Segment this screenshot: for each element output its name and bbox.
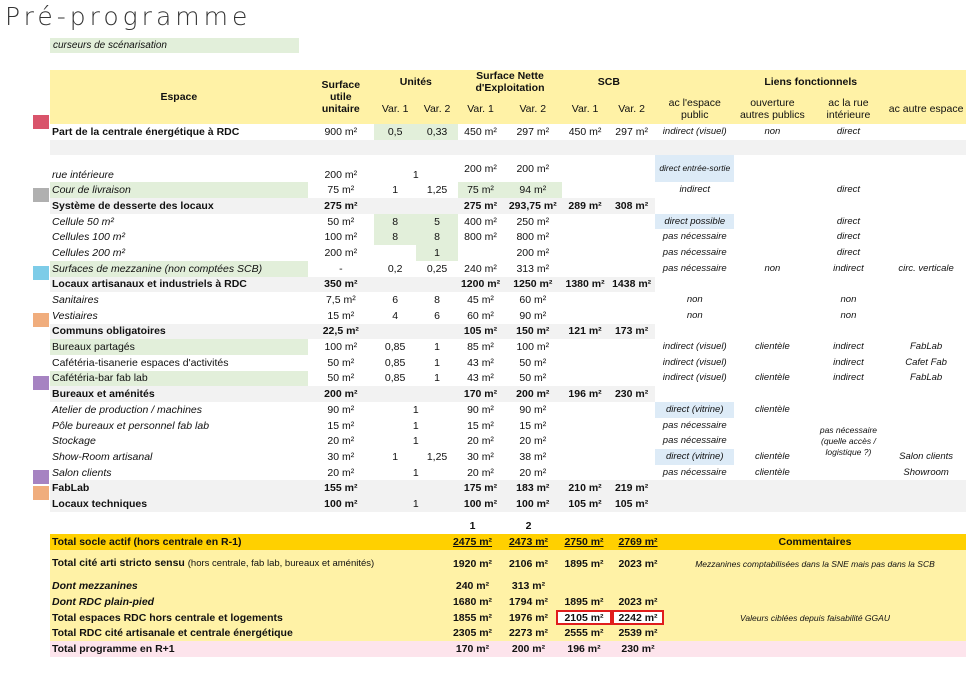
table-row [50, 402, 966, 418]
row-espace: Salon clients [52, 466, 112, 479]
totals-col-1: 1 [469, 519, 476, 532]
row-surface: 900 m² [324, 125, 358, 138]
row-sne-var1: 45 m² [467, 294, 494, 307]
row-surface: 100 m² [324, 341, 358, 354]
swatch-centrale [33, 115, 49, 129]
total-comment: Valeurs ciblées depuis faisabilité GGAU [740, 612, 890, 623]
table-row [50, 214, 966, 230]
row-sne-var1: 400 m² [464, 215, 497, 228]
row-surface: 155 m² [308, 480, 374, 496]
row-espace: Vestiaires [52, 309, 98, 322]
row-lien-ouverture: non [764, 125, 781, 137]
row-unites: 1 [412, 169, 419, 182]
row-scb-var2: 230 m² [608, 386, 656, 402]
row-lien-public: non [686, 294, 703, 306]
total-v2: 2273 m² [508, 627, 549, 640]
total-label: Total socle actif (hors centrale en R-1) [52, 535, 242, 548]
row-lien-ouverture: clientèle [754, 403, 790, 415]
total-v4: 2023 m² [618, 595, 658, 608]
row-unites-var2: 1 [416, 245, 457, 261]
table-row [50, 355, 966, 371]
row-espace: Locaux techniques [50, 496, 308, 512]
row-surface: 200 m² [324, 246, 358, 259]
row-surface: 30 m² [327, 450, 355, 463]
table-row [50, 465, 966, 481]
row-espace: Bureaux partagés [50, 339, 308, 355]
row-sne-var2: 200 m² [503, 386, 562, 402]
row-sne-var2: 1250 m² [503, 277, 562, 293]
row-lien-ouverture: clientèle [754, 450, 790, 462]
row-unites-var2: 6 [434, 309, 440, 322]
row-lien-rue: non [840, 309, 857, 321]
total-v1: 2305 m² [452, 627, 493, 640]
total-comment: Mezzanines comptabilisées dans la SNE mais pas dans la SCB [695, 558, 935, 569]
total-v3: 2555 m² [564, 627, 604, 640]
row-surface: 50 m² [327, 215, 355, 228]
header-espace: Espace [50, 70, 308, 124]
row-sne-var1: 90 m² [467, 403, 494, 416]
total-v4: 2242 m² [612, 610, 664, 626]
row-sne-var1: 75 m² [458, 182, 504, 198]
row-espace: Surfaces de mezzanine (non comptées SCB) [50, 261, 308, 277]
header-scb-var1: Var. 1 [562, 94, 608, 124]
row-sne-var1: 1200 m² [458, 277, 504, 293]
page-title: Pré-programme [5, 2, 252, 31]
total-label: Total programme en R+1 [52, 643, 175, 656]
program-table [50, 70, 966, 512]
totals-row [50, 641, 966, 657]
row-surface: 15 m² [327, 419, 355, 432]
section-row [50, 480, 966, 496]
total-v3: 196 m² [567, 643, 601, 656]
header-lien-rue: ac la rue intérieure [811, 94, 887, 124]
row-surface: 50 m² [327, 356, 355, 369]
row-unites-var2: 8 [434, 294, 440, 307]
row-lien-autre: FabLab [909, 372, 943, 384]
row-sne-var1: 43 m² [467, 372, 494, 385]
total-v4: 230 m² [621, 643, 655, 656]
total-v2: 200 m² [511, 643, 546, 656]
totals-row [50, 594, 966, 610]
row-sne-var2: 297 m² [516, 125, 550, 138]
row-surface: 20 m² [327, 466, 355, 479]
row-surface: 50 m² [327, 372, 355, 385]
table-row [50, 229, 966, 245]
table-row [50, 261, 966, 277]
row-lien-public: pas nécessaire [662, 246, 727, 258]
row-lien-public: pas nécessaire [662, 419, 727, 431]
header-lien-ouverture: ouverture autres publics [734, 94, 811, 124]
table-row [50, 292, 966, 308]
row-lien-public: pas nécessaire [662, 262, 727, 274]
row-lien-rue: indirect [833, 356, 864, 368]
row-lien-public: indirect [679, 184, 711, 196]
header-liens: Liens fonctionnels [655, 70, 966, 94]
header-sne: Surface Nette d'Exploitation [458, 70, 563, 94]
header-sne-var2: Var. 2 [503, 94, 562, 124]
row-lien-public: pas nécessaire [662, 231, 727, 243]
row-lien-public: indirect (visuel) [662, 372, 727, 384]
total-v1: 240 m² [455, 579, 490, 592]
total-v2: 2106 m² [508, 557, 549, 570]
totals-header-row [50, 518, 966, 534]
row-unites-var2: 1,25 [426, 184, 448, 197]
row-scb-var1: 210 m² [562, 480, 608, 496]
total-v3: 1895 m² [564, 557, 604, 570]
swatch-fablab [33, 470, 49, 484]
header-row-1 [50, 70, 966, 94]
table-row [50, 418, 966, 434]
row-sne-var2: 800 m² [516, 231, 550, 244]
row-espace: rue intérieure [52, 169, 114, 182]
row-sne-var2: 50 m² [519, 372, 547, 385]
row-lien-public: indirect (visuel) [662, 341, 727, 353]
row-lien-public: non [686, 309, 703, 321]
table-row [50, 245, 966, 261]
row-lien-public: direct (vitrine) [655, 449, 734, 465]
row-espace: Cellule 50 m² [52, 215, 114, 228]
row-scb-var2: 1438 m² [608, 277, 656, 293]
row-sne-var1: 175 m² [458, 480, 504, 496]
row-sne-var2: 183 m² [503, 480, 562, 496]
header-scb-var2: Var. 2 [608, 94, 656, 124]
row-espace: Cellules 100 m² [52, 231, 125, 244]
row-espace: Cellules 200 m² [52, 246, 125, 259]
total-v1: 1920 m² [452, 557, 493, 570]
total-v3: 2105 m² [556, 610, 612, 626]
table-row [50, 308, 966, 324]
row-sne-var1: 30 m² [467, 450, 494, 463]
row-surface: 350 m² [308, 277, 374, 293]
row-scb-var1: 196 m² [562, 386, 608, 402]
row-unites-var2: 1,25 [426, 450, 448, 463]
row-lien-autre [886, 124, 966, 140]
row-unites-var1: 0,5 [374, 124, 416, 140]
row-lien-rue: indirect [833, 262, 864, 274]
row-unites-var2: 1 [434, 356, 440, 369]
totals-row [50, 610, 966, 626]
row-lien-rue: direct [836, 246, 861, 258]
row-lien-ouverture: non [764, 262, 781, 274]
total-label-note: (hors centrale, fab lab, bureaux et aménités) [187, 558, 375, 570]
row-espace: Bureaux et aménités [50, 386, 308, 402]
row-scb-var2: 297 m² [615, 125, 648, 138]
row-surface: 15 m² [327, 309, 355, 322]
row-sne-var2: 20 m² [519, 435, 547, 448]
row-lien-autre: Cafet Fab [905, 356, 947, 368]
row-unites: 1 [412, 435, 419, 448]
row-unites-var2: 1 [434, 372, 440, 385]
row-surface: 100 m² [308, 496, 374, 512]
row-unites: 1 [412, 419, 419, 432]
row-lien-public: indirect (visuel) [662, 125, 727, 137]
total-v1: 170 m² [455, 643, 490, 656]
row-espace: FabLab [50, 480, 308, 496]
row-surface: 200 m² [308, 386, 374, 402]
row-sne-var2: 90 m² [519, 309, 547, 322]
row-espace: Stockage [52, 435, 96, 448]
row-lien-public: pas nécessaire [662, 435, 727, 447]
row-sne-var2: 94 m² [503, 182, 562, 198]
header-unites-var1: Var. 1 [374, 94, 416, 124]
row-sne-var2: 90 m² [519, 403, 547, 416]
row-sne-var1: 450 m² [464, 125, 497, 138]
section-row [50, 324, 966, 340]
total-label: Dont mezzanines [52, 579, 138, 592]
totals-row [50, 550, 966, 578]
row-unites: 1 [412, 466, 419, 479]
row-surface: 90 m² [327, 403, 355, 416]
row-sne-var2: 313 m² [516, 262, 550, 275]
row-sne-var2: 50 m² [519, 356, 547, 369]
row-unites: 1 [412, 403, 419, 416]
header-unites: Unités [374, 70, 458, 94]
row-sne-var2: 20 m² [519, 466, 547, 479]
row-scb-var1: 450 m² [568, 125, 602, 138]
row-sne-var2: 150 m² [503, 324, 562, 340]
row-espace: Cafétéria-bar fab lab [50, 371, 308, 387]
row-sne-var1: 800 m² [464, 231, 497, 244]
row-sne-var1: 20 m² [467, 466, 494, 479]
row-scb-var2: 173 m² [608, 324, 656, 340]
section-row [50, 496, 966, 512]
row-scb-var1: 105 m² [562, 496, 608, 512]
row-espace: Cafétéria-tisanerie espaces d'activités [52, 356, 229, 369]
row-sne-var1: 43 m² [467, 356, 494, 369]
total-v4: 2539 m² [618, 627, 658, 640]
total-label: Dont RDC plain-pied [52, 595, 155, 608]
header-surface-utile: Surface utile unitaire [308, 70, 374, 124]
row-surface: 275 m² [308, 198, 374, 214]
row-espace: Sanitaires [52, 294, 99, 307]
swatch-locaux [33, 266, 49, 280]
row-sne-var2: 250 m² [516, 215, 550, 228]
scenario-label: curseurs de scénarisation [50, 38, 299, 53]
row-unites-var1: 0,2 [387, 262, 403, 275]
row-unites-var2: 8 [416, 229, 457, 245]
row-lien-rue: non [840, 294, 857, 306]
row-surface: 100 m² [324, 231, 358, 244]
row-sne-var2: 200 m² [516, 246, 550, 259]
row-espace: Communs obligatoires [50, 324, 308, 340]
total-label [50, 550, 444, 578]
total-v2: 313 m² [511, 579, 546, 592]
swatch-desserte [33, 188, 49, 202]
row-sne-var1: 85 m² [467, 341, 494, 354]
row-sne-var1: 15 m² [467, 419, 494, 432]
total-v2: 2473 m² [508, 535, 549, 548]
totals-row [50, 625, 966, 641]
row-unites-var1: 6 [392, 294, 399, 307]
row-lien-autre: Showroom [903, 466, 949, 478]
row-surface: 7,5 m² [325, 294, 356, 307]
row-sne-var2: 200 m² [516, 162, 550, 175]
row-lien-rue: direct [836, 125, 861, 137]
table-row [50, 339, 966, 355]
row-lien-rue: indirect [833, 372, 864, 384]
row-lien-public: direct (vitrine) [655, 402, 734, 418]
row-surface: 200 m² [324, 169, 358, 182]
row-scb-var2: 105 m² [608, 496, 656, 512]
row-unites-var2: 5 [416, 214, 457, 230]
section-row [50, 386, 966, 402]
row-lien-autre: FabLab [909, 341, 943, 353]
total-v1: 1680 m² [452, 595, 493, 608]
row-sne-var2: 38 m² [519, 450, 547, 463]
total-label: Total espaces RDC hors centrale et logements [52, 611, 283, 624]
table-row [50, 182, 966, 198]
row-espace: Locaux artisanaux et industriels à RDC [50, 277, 308, 293]
header-lien-public: ac l'espace public [655, 94, 734, 124]
row-unites-var1: 4 [392, 309, 399, 322]
row-sne-var1: 275 m² [458, 198, 504, 214]
row-lien-ouverture: clientèle [754, 372, 790, 384]
row-lien-rue: direct [836, 215, 861, 227]
row-surface: - [339, 262, 343, 275]
row-sne-var2: 60 m² [519, 294, 547, 307]
total-label: Total RDC cité artisanale et centrale énergétique [52, 627, 293, 640]
row-lien-public: pas nécessaire [662, 466, 727, 478]
total-v3: 2750 m² [564, 535, 604, 548]
row-lien-public: indirect (visuel) [662, 356, 727, 368]
row-unites-var1: 0,85 [384, 356, 406, 369]
total-v3: 1895 m² [564, 595, 604, 608]
total-v1: 2475 m² [452, 535, 493, 548]
row-sne-var1: 240 m² [464, 262, 497, 275]
row-lien-ouverture: clientèle [754, 466, 790, 478]
row-scb-var1: 1380 m² [562, 277, 608, 293]
row-surface: 22,5 m² [308, 324, 374, 340]
table-row [50, 371, 966, 387]
totals-row [50, 578, 966, 594]
row-sne-var1: 20 m² [467, 435, 494, 448]
table-row [50, 155, 966, 182]
total-v2: 1794 m² [508, 595, 549, 608]
row-espace: Part de la centrale énergétique à RDC [52, 125, 240, 138]
header-lien-autre: ac autre espace [886, 94, 966, 124]
swatch-bureaux [33, 376, 49, 390]
totals-table [50, 518, 966, 657]
header-scb: SCB [562, 70, 655, 94]
row-scb-var2: 219 m² [608, 480, 656, 496]
table-row [50, 124, 966, 140]
row-sne-var1: 105 m² [458, 324, 504, 340]
total-v2: 1976 m² [508, 611, 549, 624]
row-unites-var1: 8 [374, 214, 416, 230]
row-lien-ouverture: clientèle [754, 341, 790, 353]
row-lien-public: direct entrée-sortie [655, 155, 734, 182]
row-espace: Show-Room artisanal [52, 450, 153, 463]
row-sne-var1: 100 m² [458, 496, 504, 512]
total-label-main: Total cité arti stricto sensu [52, 557, 185, 570]
swatch-communs [33, 313, 49, 327]
row-unites-var1: 1 [392, 450, 399, 463]
row-unites-var2: 0,33 [416, 124, 457, 140]
row-lien-rue: direct [836, 231, 861, 243]
separator-row [50, 140, 966, 156]
row-lien-rue: pas nécessaire (quelle accès / logistique ?) [819, 424, 878, 457]
row-espace: Système de desserte des locaux [50, 198, 308, 214]
row-lien-autre: circ. verticale [898, 262, 954, 274]
total-v4: 2769 m² [618, 535, 658, 548]
row-unites-var2: 1 [434, 341, 440, 354]
section-row [50, 198, 966, 214]
comments-header: Commentaires [778, 535, 852, 548]
total-v1: 1855 m² [452, 611, 493, 624]
row-scb-var2: 308 m² [608, 198, 656, 214]
row-sne-var1: 170 m² [458, 386, 504, 402]
row-lien-public: direct possible [655, 214, 734, 230]
row-unites-var1: 1 [392, 184, 399, 197]
row-lien-rue: indirect [833, 341, 864, 353]
header-unites-var2: Var. 2 [416, 94, 457, 124]
row-sne-var2: 15 m² [519, 419, 547, 432]
row-lien-rue: direct [836, 184, 861, 196]
row-lien-autre: Salon clients [899, 450, 954, 462]
row-espace: Atelier de production / machines [52, 403, 202, 416]
header-sne-var1: Var. 1 [458, 94, 504, 124]
row-surface: 20 m² [327, 435, 355, 448]
swatch-techniques [33, 486, 49, 500]
totals-row [50, 534, 966, 550]
row-sne-var1: 200 m² [464, 162, 497, 175]
row-espace: Pôle bureaux et personnel fab lab [52, 419, 210, 432]
row-sne-var2: 100 m² [516, 341, 550, 354]
row-scb-var1: 289 m² [562, 198, 608, 214]
row-surface: 75 m² [327, 184, 355, 197]
row-sne-var1: 60 m² [467, 309, 494, 322]
section-row [50, 277, 966, 293]
row-unites-var1: 0,85 [384, 341, 406, 354]
row-unites-var2: 0,25 [426, 262, 448, 275]
totals-col-2: 2 [525, 519, 532, 532]
row-scb-var1: 121 m² [562, 324, 608, 340]
row-unites: 1 [374, 496, 458, 512]
row-sne-var2: 100 m² [503, 496, 562, 512]
row-unites-var1: 8 [374, 229, 416, 245]
row-sne-var2: 293,75 m² [503, 198, 562, 214]
total-v4: 2023 m² [618, 557, 658, 570]
row-unites-var1: 0,85 [384, 372, 406, 385]
row-espace: Cour de livraison [50, 182, 308, 198]
